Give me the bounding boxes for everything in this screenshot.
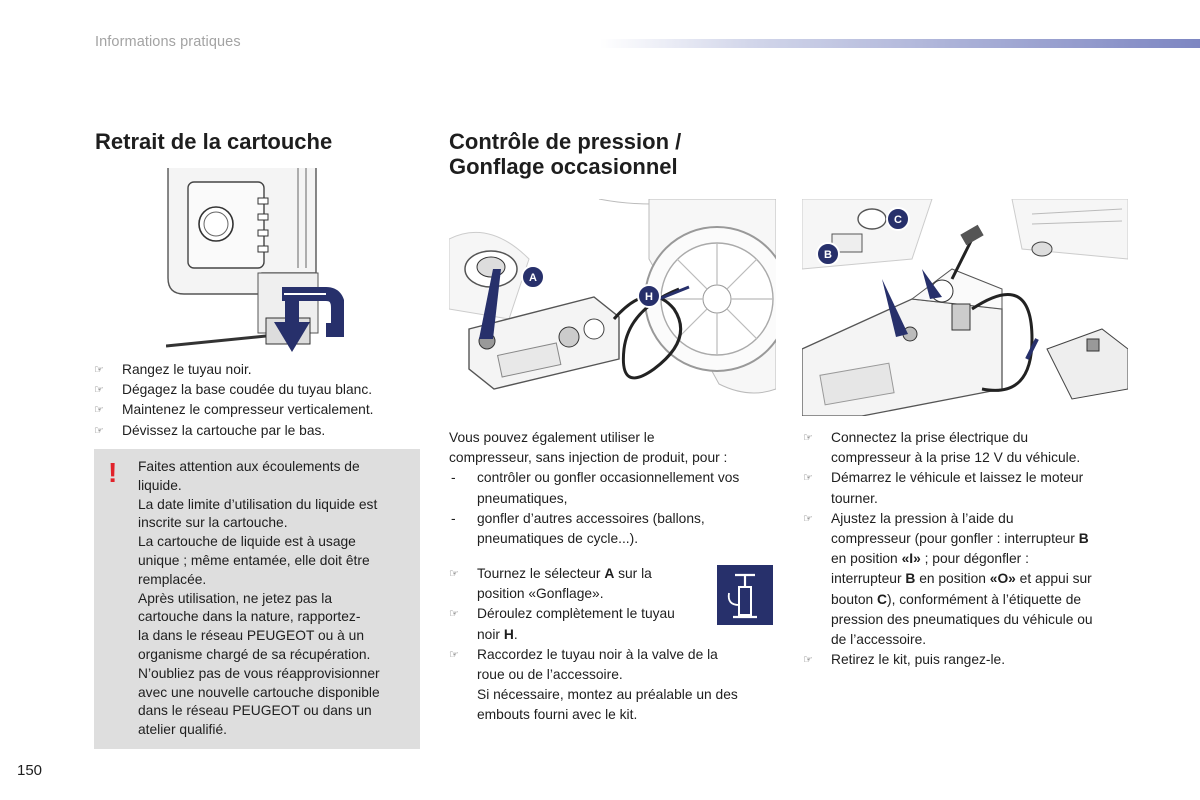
list-item: ☞ Dégagez la base coudée du tuyau blanc. bbox=[94, 380, 414, 400]
section-title-inflation: Contrôle de pression / Gonflage occasionnel bbox=[449, 129, 682, 179]
pointing-hand-icon: ☞ bbox=[94, 364, 104, 376]
section-title-cartridge: Retrait de la cartouche bbox=[95, 129, 333, 154]
page-number: 150 bbox=[17, 762, 43, 779]
header-gradient-bar bbox=[600, 39, 1200, 48]
list-item: - gonfler d’autres accessoires (ballons, pneumatiques de cycle...). bbox=[451, 510, 705, 547]
list-item: ☞ Rangez le tuyau noir. bbox=[94, 360, 414, 380]
pointing-hand-icon: ☞ bbox=[449, 608, 459, 621]
pointing-hand-icon: ☞ bbox=[449, 648, 459, 661]
pointing-hand-icon: ☞ bbox=[803, 512, 813, 525]
warning-text: Faites attention aux écoulements de liquide. La date limite d’utilisation du liquide est inscrite sur la cartouche. La cartouche de liquide est à usage unique ; même entamée, elle doit être remplacée. Après utilisation, ne jetez pas la cartouche dans la nature, rapportez- la dans le réseau PEUGEOT ou à un organisme chargé de sa récupération. N’oubliez pas de vous réapprovisionner avec une nouvelle cartouche disponible dans le réseau PEUGEOT ou dans un atelier qualifié. bbox=[138, 459, 380, 738]
warning-box bbox=[94, 449, 420, 749]
pointing-hand-icon: ☞ bbox=[803, 432, 813, 444]
label-c: C bbox=[894, 214, 902, 226]
warning-icon: ! bbox=[108, 457, 118, 488]
inflation-intro: Vous pouvez également utiliser le compresseur, sans injection de produit, pour : - contrôler ou gonfler occasionnellement vos pneumatiques, - gonfler d’autres accessoires (ballons, pneumatiques de cycle...). bbox=[449, 428, 779, 549]
pointing-hand-icon: ☞ bbox=[803, 654, 813, 667]
pointing-hand-icon: ☞ bbox=[803, 472, 813, 485]
label-b: B bbox=[824, 249, 832, 261]
list-item: ☞ Déroulez complètement le tuyau noir H. bbox=[449, 606, 675, 642]
list-item: ☞ Dévissez la cartouche par le bas. bbox=[94, 421, 414, 441]
inflation-steps-list bbox=[449, 564, 779, 726]
socket-steps-list bbox=[803, 428, 1133, 670]
cartridge-illustration bbox=[166, 168, 344, 354]
list-item: ☞ Connectez la prise électrique du compresseur à la prise 12 V du véhicule. bbox=[803, 430, 1081, 466]
list-item: ☞ Démarrez le véhicule et laissez le moteur tourner. bbox=[803, 470, 1084, 506]
pointing-hand-icon: ☞ bbox=[449, 568, 459, 580]
pointing-hand-icon: ☞ bbox=[94, 424, 104, 437]
label-h: H bbox=[645, 291, 653, 303]
list-item: - contrôler ou gonfler occasionnellement vos pneumatiques, bbox=[451, 470, 740, 506]
list-item: ☞ Ajustez la pression à l’aide du compresseur (pour gonfler : interrupteur B en position «I» ; pour dégonfler : interrupteur B en position «O» et appui sur bouton C), conformément à l’étiquette de pression des pneumatiques du véhicule ou de l’accessoire. bbox=[803, 510, 1093, 648]
pointing-hand-icon: ☞ bbox=[94, 404, 104, 417]
pointing-hand-icon: ☞ bbox=[94, 384, 104, 397]
list-item: ☞ Tournez le sélecteur A sur la position «Gonflage». bbox=[449, 566, 652, 602]
list-item: ☞ Raccordez le tuyau noir à la valve de la roue ou de l’accessoire. Si nécessaire, montez au préalable un des embouts fourni avec le kit. bbox=[449, 646, 738, 723]
running-header: Informations pratiques bbox=[95, 34, 241, 50]
cartridge-steps-list bbox=[94, 360, 414, 441]
list-item: ☞ Maintenez le compresseur verticalement. bbox=[94, 400, 414, 420]
label-a: A bbox=[529, 272, 537, 284]
compressor-socket-illustration bbox=[802, 199, 1128, 416]
list-item: ☞ Retirez le kit, puis rangez-le. bbox=[803, 650, 1133, 670]
compressor-wheel-illustration bbox=[449, 199, 776, 416]
